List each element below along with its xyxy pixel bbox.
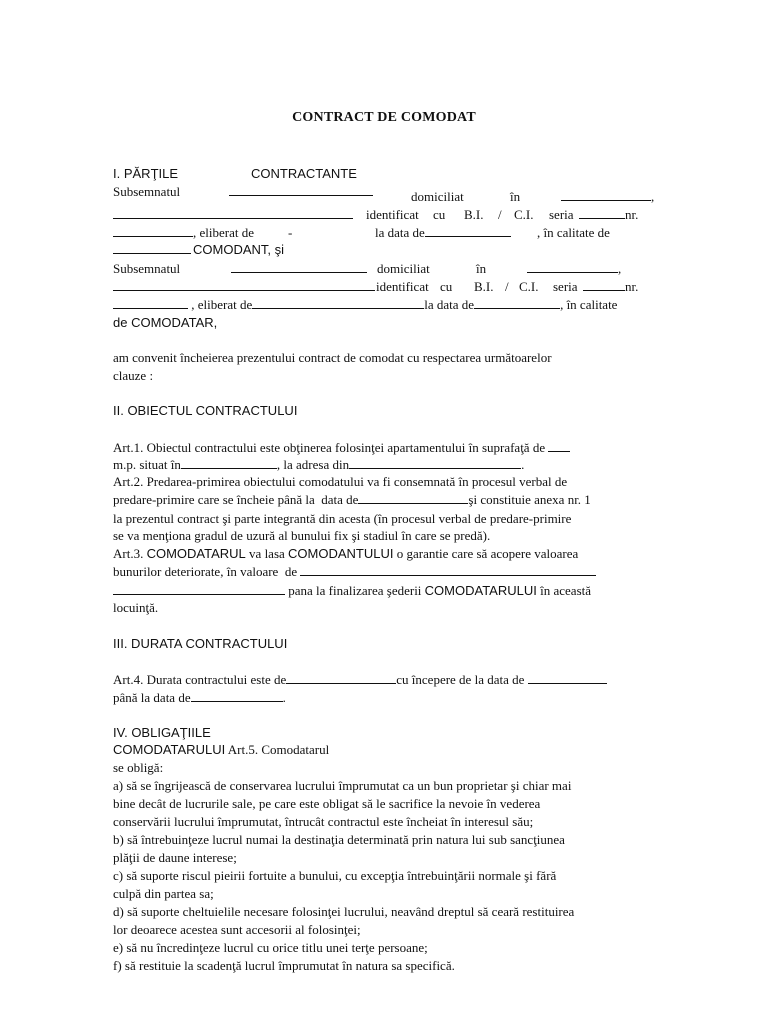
art5-intro: se obligă: xyxy=(113,760,164,775)
art2-date-blank[interactable] xyxy=(358,492,468,504)
art2-text-c: şi constituie anexa nr. 1 xyxy=(468,492,591,507)
party2-domiciliat: domiciliat xyxy=(377,261,430,276)
party1-identificat: identificat xyxy=(366,207,419,222)
art4-text-d: . xyxy=(282,690,286,705)
party2-nr-blank[interactable] xyxy=(113,297,188,309)
art4-text-a: Art.4. Durata contractului este de xyxy=(113,672,287,687)
obligation-c-line1: c) să suporte riscul pieirii fortuite a bunului, cu excepţia întrebuinţării normale şi fără xyxy=(113,868,557,883)
obligation-e-line1: e) să nu încredinţeze lucrul cu orice titlu unei terţe persoane; xyxy=(113,940,428,955)
party2-identificat: identificat xyxy=(376,279,429,294)
party1-in-calitate: , în calitate de xyxy=(537,225,610,240)
party1-la-data-de: la data de xyxy=(375,225,425,240)
obligation-d-line2: lor deoarece acestea sunt accesorii al folosinţei; xyxy=(113,922,361,937)
obligation-a-line2: bine decât de lucrurile sale, pe care este obligat să le sacrifice la nevoie în vederea xyxy=(113,796,541,811)
party1-slash: / xyxy=(498,207,502,222)
party1-bi: B.I. xyxy=(464,207,484,222)
section3-heading: III. DURATA CONTRACTULUI xyxy=(113,636,288,651)
art3-value-blank[interactable] xyxy=(300,564,596,576)
art1-area-blank[interactable] xyxy=(548,440,570,452)
section4-heading-a: IV. OBLIGAŢIILE xyxy=(113,725,211,740)
art3-comodatarul: COMODATARUL xyxy=(146,546,246,561)
party2-seria: seria xyxy=(553,279,578,294)
agreement-intro-line2: clauze : xyxy=(113,368,154,383)
art4-text-c: până la data de xyxy=(113,690,191,705)
obligation-c-line2: culpă din partea sa; xyxy=(113,886,214,901)
obligation-a-line1: a) să se îngrijească de conservarea lucrului împrumutat ca un bun proprietar şi chiar mai xyxy=(113,778,572,793)
party1-seria: seria xyxy=(549,207,574,222)
art1-text-d: . xyxy=(521,457,525,472)
art3-text-a3: va lasa xyxy=(249,546,285,561)
party2-in-calitate: , în calitate xyxy=(560,297,618,312)
section2-heading: II. OBIECTUL CONTRACTULUI xyxy=(113,403,298,418)
art3-label: Art.3. xyxy=(113,546,144,561)
art3-line4: locuinţă. xyxy=(113,600,159,615)
party2-seria-blank[interactable] xyxy=(583,279,625,291)
party1-domiciliat: domiciliat xyxy=(411,189,464,204)
party1-label: Subsemnatul xyxy=(113,184,181,199)
party1-nr: nr. xyxy=(625,207,639,222)
section1-heading-b: CONTRACTANTE xyxy=(251,166,357,181)
comma: , xyxy=(618,261,622,276)
party2-label: Subsemnatul xyxy=(113,261,181,276)
art3-comodatarului: COMODATARULUI xyxy=(424,583,537,598)
art1-address-blank[interactable] xyxy=(349,457,521,469)
art4-end-date-blank[interactable] xyxy=(191,690,283,702)
party2-eliberat: , eliberat de xyxy=(188,297,253,312)
art3-comodantului: COMODANTULUI xyxy=(288,546,394,561)
party2-nr: nr. xyxy=(625,279,639,294)
party2-address-blank[interactable] xyxy=(527,261,618,273)
art4-text-b: cu începere de la data de xyxy=(396,672,525,687)
party1-calitate-blank[interactable] xyxy=(113,242,191,254)
party2-address2-blank[interactable] xyxy=(113,279,375,291)
party2-bi: B.I. xyxy=(474,279,494,294)
party2-date-blank[interactable] xyxy=(474,297,560,309)
art3-text-c3: în această xyxy=(540,583,592,598)
party1-eliberat-dash: - xyxy=(288,225,293,240)
art1-text-a: Art.1. Obiectul contractului este obţinerea folosinţei apartamentului în suprafaţă de xyxy=(113,440,546,455)
art1-location-blank[interactable] xyxy=(181,457,277,469)
obligation-b-line2: plăţii de daune interese; xyxy=(113,850,237,865)
document-title: CONTRACT DE COMODAT xyxy=(292,110,476,125)
obligation-a-line3: conservării lucrului împrumutat, întrucât contractul este încheiat în interesul său; xyxy=(113,814,534,829)
party1-ci: C.I. xyxy=(514,207,534,222)
agreement-intro-line1: am convenit încheierea prezentului contract de comodat cu respectarea următoarelor xyxy=(113,350,552,365)
party1-address2-blank[interactable] xyxy=(113,207,353,219)
party2-ci: C.I. xyxy=(519,279,539,294)
party2-role: de COMODATAR, xyxy=(113,315,218,330)
comma: , xyxy=(651,189,655,204)
art2-line1: Art.2. Predarea-primirea obiectului comodatului va fi consemnată în procesul verbal de xyxy=(113,474,568,489)
party1-name-blank[interactable] xyxy=(229,184,373,196)
obligation-d-line1: d) să suporte cheltuielile necesare folosinţei lucrului, neavând dreptul să ceară restituirea xyxy=(113,904,575,919)
party2-la-data-de: la data de xyxy=(424,297,475,312)
art1-text-b: m.p. situat în xyxy=(113,457,181,472)
art2-line4: se va menţiona gradul de uzură al bunului fix şi stadiul în care se predă). xyxy=(113,528,491,543)
art5-label: Art.5. Comodatarul xyxy=(227,742,330,757)
party2-eliberat-blank[interactable] xyxy=(252,297,424,309)
art1-text-c: , la adresa din xyxy=(276,457,350,472)
party1-nr-blank[interactable] xyxy=(113,225,193,237)
art2-line3: la prezentul contract şi parte integrantă din acesta (în procesul verbal de predare-primire xyxy=(113,511,572,526)
obligation-f-line1: f) să restituie la scadenţă lucrul împrumutat în natura sa specifică. xyxy=(113,958,455,973)
art3-text-a5: o garantie care să acopere valoarea xyxy=(396,546,579,561)
party1-cu: cu xyxy=(433,207,446,222)
section4-heading-b1: COMODATARULUI xyxy=(113,742,226,757)
party1-role: COMODANT, şi xyxy=(193,242,284,257)
art3-text-b: bunurilor deteriorate, în valoare de xyxy=(113,564,298,579)
party1-in: în xyxy=(510,189,521,204)
obligation-b-line1: b) să întrebuinţeze lucrul numai la destinaţia determinată prin natura lui sub sancţiunea xyxy=(113,832,565,847)
art2-text-b: predare-primire care se încheie până la data de xyxy=(113,492,359,507)
art4-duration-blank[interactable] xyxy=(286,672,396,684)
party1-date-blank[interactable] xyxy=(425,225,511,237)
party1-seria-blank[interactable] xyxy=(579,207,625,219)
art3-text-c1: pana la finalizarea şederii xyxy=(288,583,422,598)
party2-name-blank[interactable] xyxy=(231,261,367,273)
party1-address-blank[interactable] xyxy=(561,189,651,201)
party2-in: în xyxy=(476,261,487,276)
party2-slash: / xyxy=(505,279,509,294)
art3-value2-blank[interactable] xyxy=(113,583,285,595)
art4-start-date-blank[interactable] xyxy=(528,672,607,684)
party2-cu: cu xyxy=(440,279,453,294)
section1-heading-a: I. PĂRŢILE xyxy=(113,166,179,181)
party1-eliberat: , eliberat de xyxy=(193,225,254,240)
